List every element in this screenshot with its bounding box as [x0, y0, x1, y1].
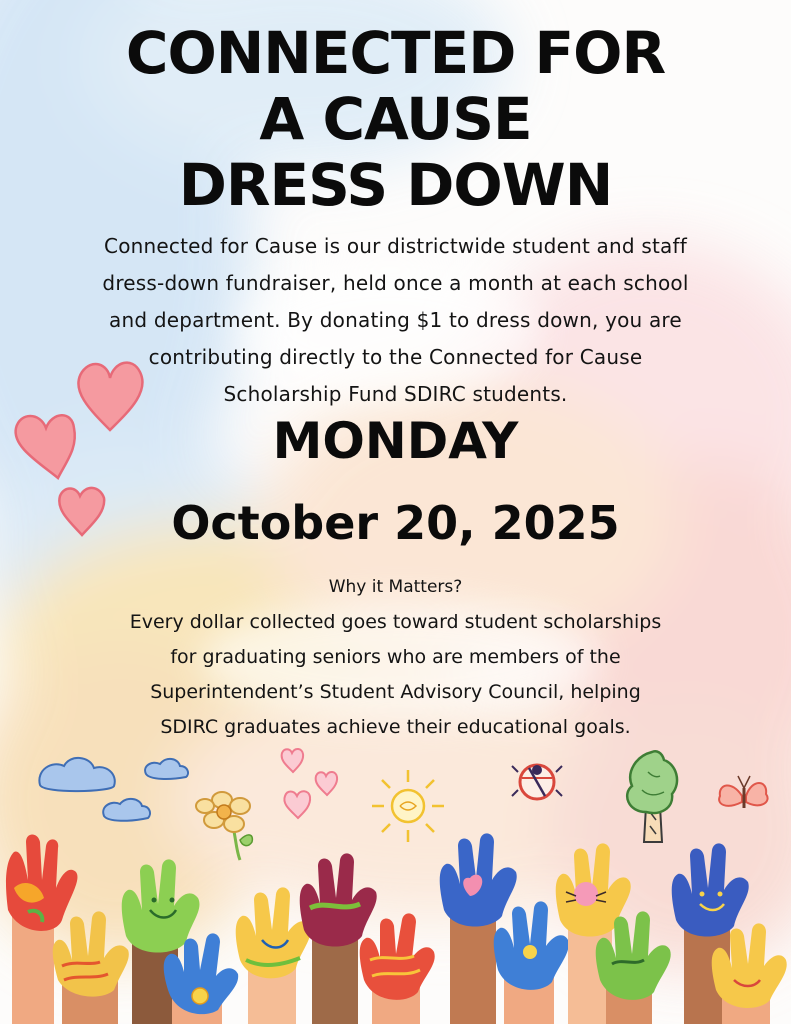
- intro-line: contributing directly to the Connected for Cause: [148, 345, 643, 369]
- title-line: A CAUSE: [259, 85, 532, 153]
- flower-icon: [196, 792, 252, 860]
- painted-hand-icon: [53, 911, 129, 1024]
- intro-line: Connected for Cause is our districtwide student and staff: [104, 234, 687, 258]
- event-date: October 20, 2025: [171, 496, 620, 550]
- heart-icon: [282, 749, 304, 772]
- cloud-icon: [103, 799, 150, 821]
- painted-hand-icon: [494, 901, 569, 1024]
- intro-line: dress-down fundraiser, held once a month at each school: [102, 271, 689, 295]
- intro-line: and department. By donating $1 to dress down, you are: [109, 308, 682, 332]
- title-line: DRESS DOWN: [178, 151, 613, 219]
- flyer-title: [0, 20, 791, 218]
- why-line: Superintendent’s Student Advisory Council, helping: [150, 681, 641, 703]
- painted-hand-icon: [360, 913, 435, 1024]
- painted-hand-icon: [236, 887, 311, 1024]
- heart-icon: [316, 772, 338, 795]
- heart-icon: [284, 791, 310, 818]
- cloud-icon: [145, 759, 188, 779]
- why-line: Every dollar collected goes toward student scholarships: [129, 611, 662, 633]
- sun-icon: [372, 770, 444, 842]
- why-it-matters-section: [40, 570, 751, 745]
- cloud-icon: [39, 758, 114, 791]
- event-day: MONDAY: [272, 412, 519, 470]
- ladybug-icon: [512, 765, 562, 799]
- tree-icon: [627, 751, 677, 842]
- intro-paragraph: [60, 228, 731, 413]
- why-line: for graduating seniors who are members of the: [170, 646, 621, 668]
- why-line: SDIRC graduates achieve their educational goals.: [160, 716, 631, 738]
- title-line: CONNECTED FOR: [125, 19, 666, 87]
- butterfly-icon: [719, 776, 767, 808]
- intro-line: Scholarship Fund SDIRC students.: [223, 382, 568, 406]
- why-heading: Why it Matters?: [328, 577, 463, 597]
